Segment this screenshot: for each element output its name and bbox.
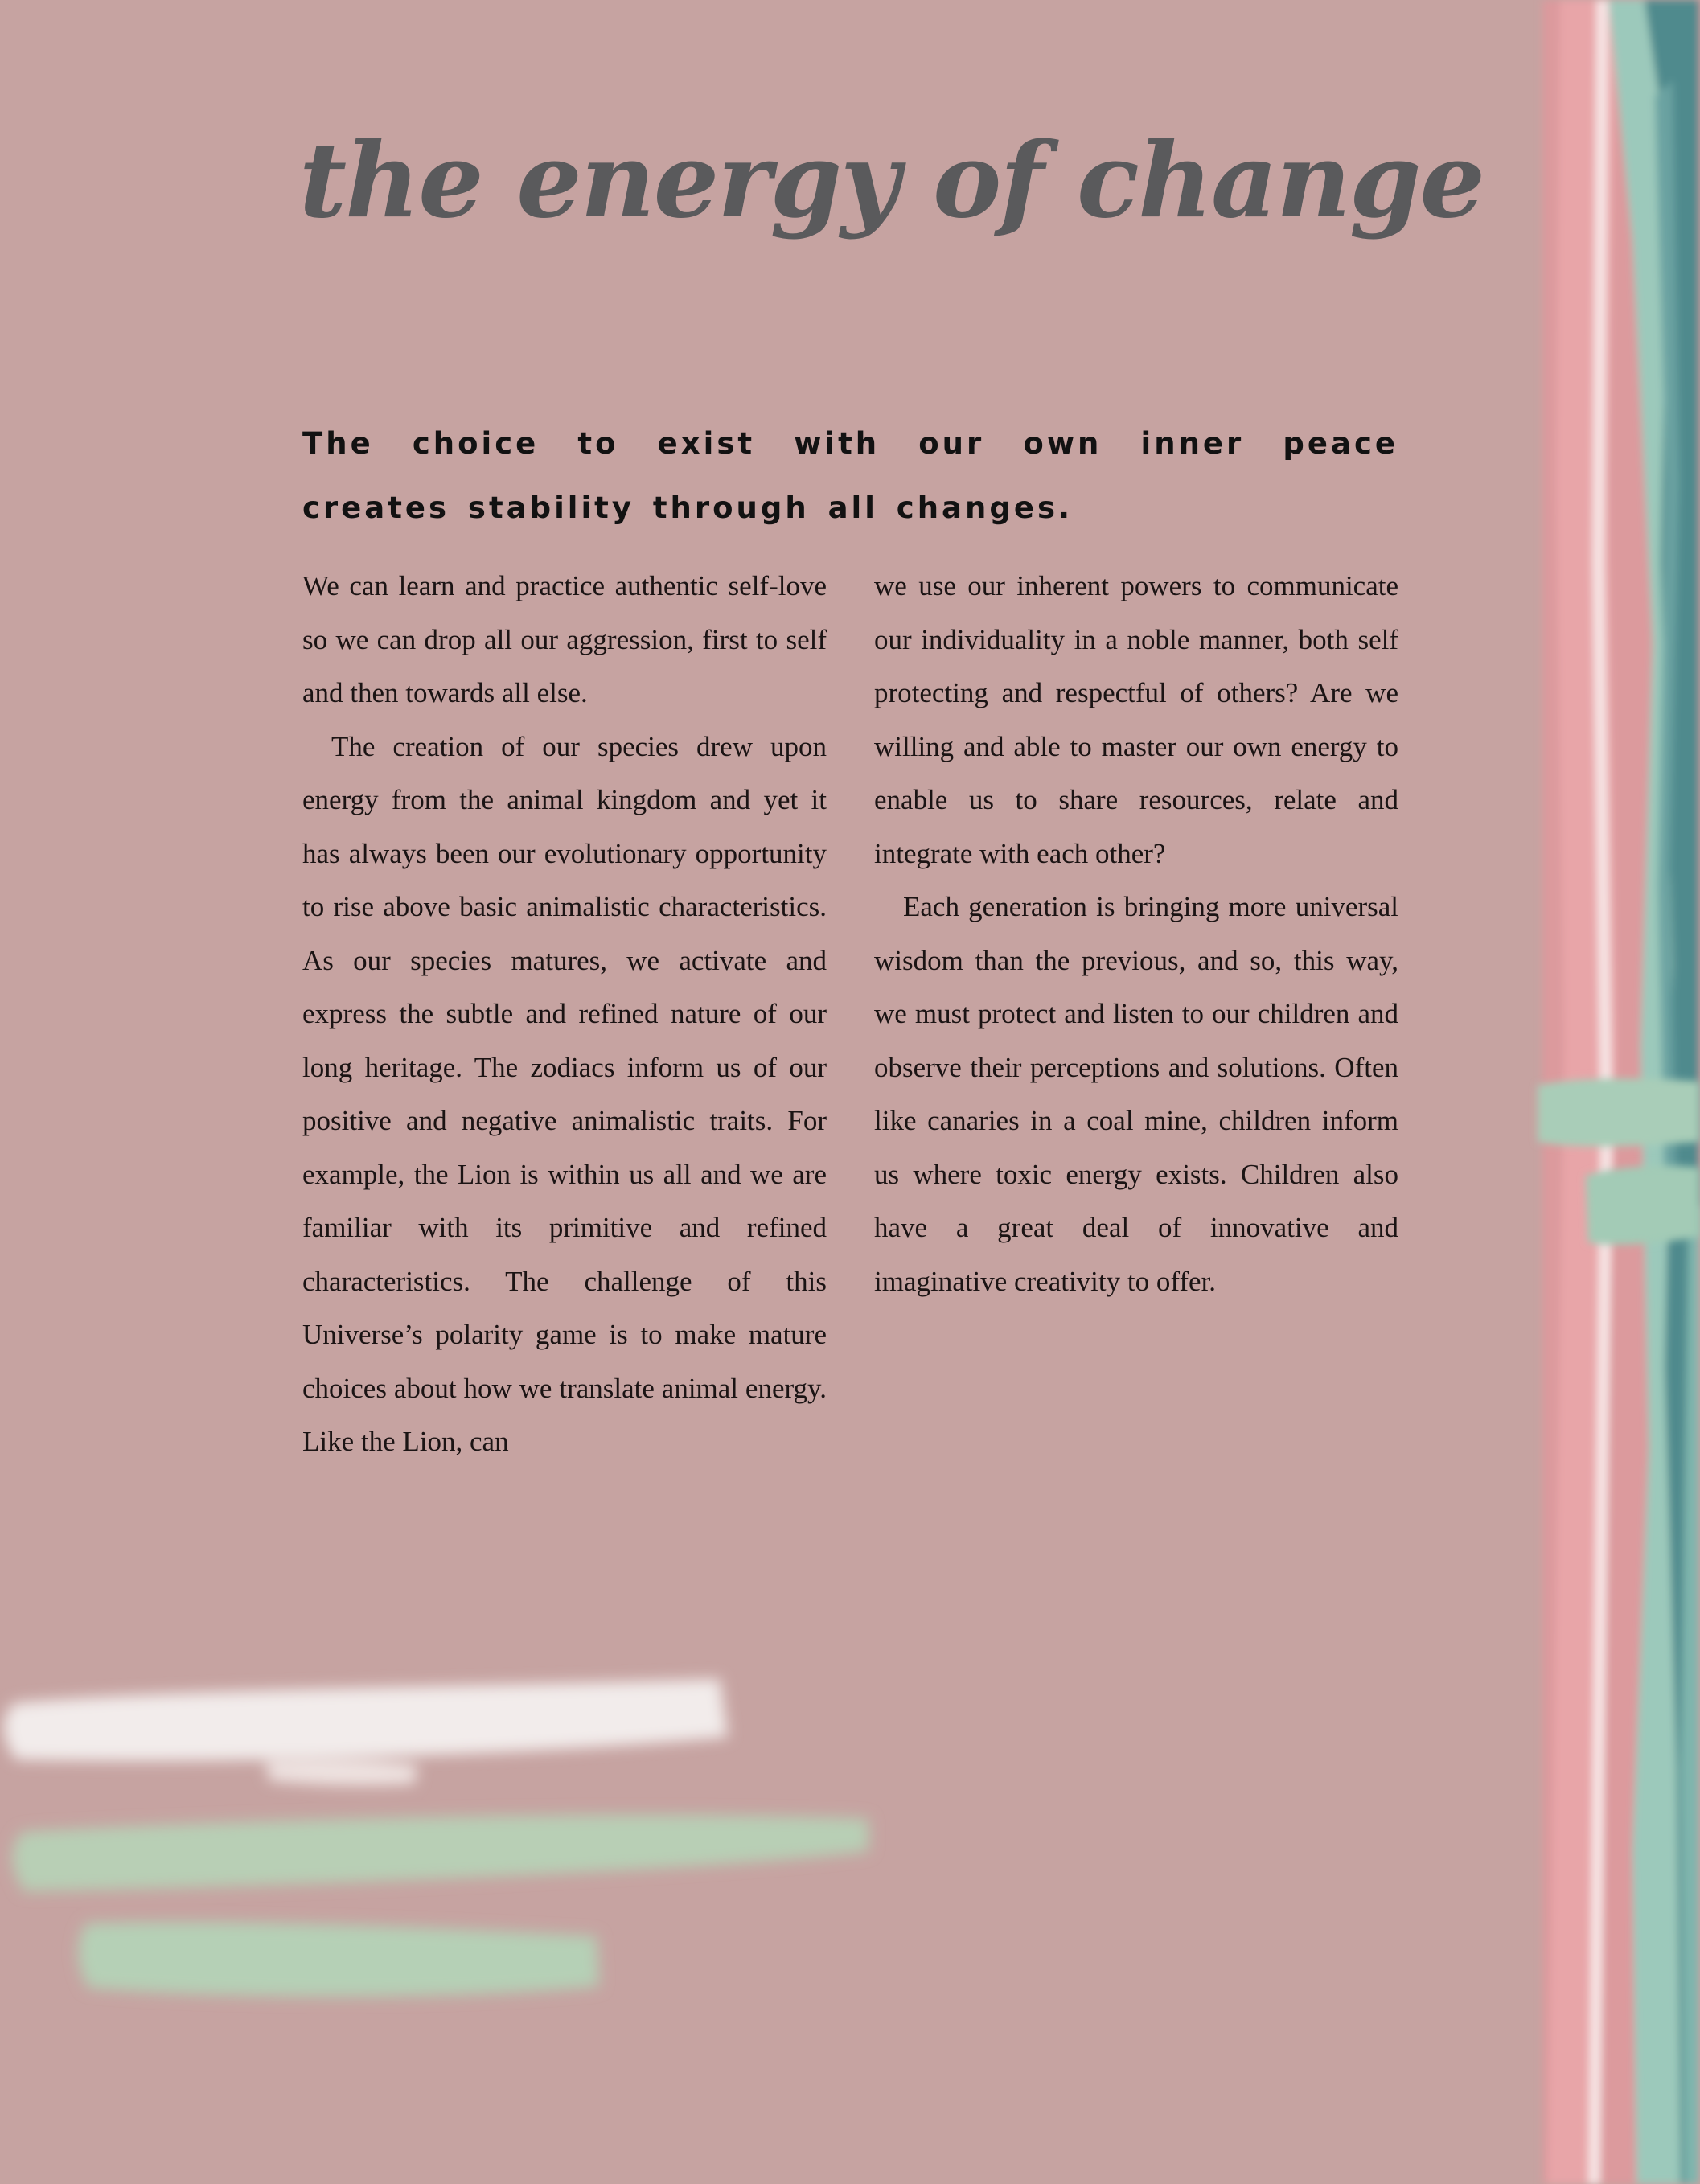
right-stripes [1542,0,1700,2184]
paragraph: we use our inherent powers to communicate our individuality in a noble manner, both self protecting and respectful of others? Are we willing and able to master our own energy to enable us to share resources, relate and integrate with each other? [874,570,1398,869]
lead-statement: The choice to exist with our own inner peace creates stability through all changes. [302,426,1398,525]
paragraph: The creation of our species drew upon energy from the animal kingdom and yet it has always been our evolutionary opportunity to rise above basic animalistic characteristics. As our species matures, we activate and express the subtle and refined nature of our long heritage. The zodiacs inform us of our positive and negative animalistic traits. For example, the Lion is within us all and we are familiar with its primitive and refined characteristics. The challenge of this Universe’s polarity game is to make mature choices about how we translate animal energy. Like the Lion, can [302,730,827,1457]
paragraph: We can learn and practice authentic self-love so we can drop all our aggression, first to self and then towards all else. [302,570,827,708]
stripe-dashes [1538,1078,1700,1245]
brush-strokes [4,1679,868,1997]
text-column-left [302,560,827,1469]
page-title: the energy of change [299,121,1484,241]
paragraph: Each generation is bringing more universal wisdom than the previous, and so, this way, we must protect and listen to our children and observe their perceptions and solutions. Often like canaries in a coal mine, children inform us where toxic energy exists. Children also have a great deal of innovative and imaginative creativity to offer. [874,891,1398,1297]
text-column-right [874,560,1398,1308]
